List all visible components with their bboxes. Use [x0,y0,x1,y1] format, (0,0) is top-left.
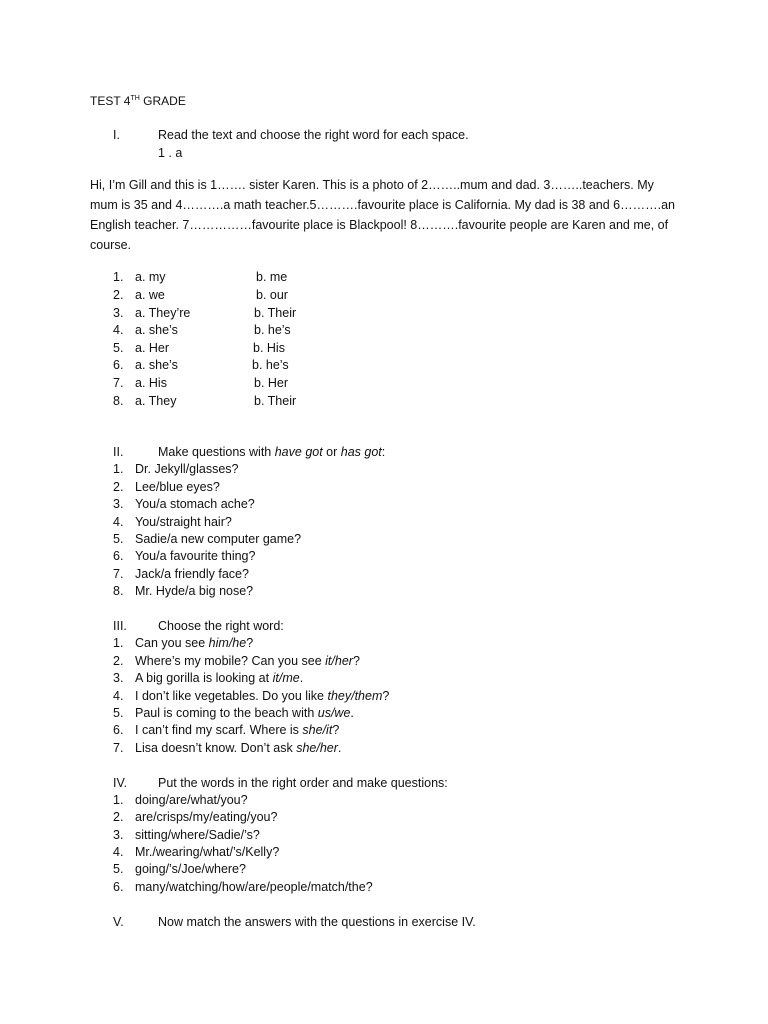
option-a: a. we [135,288,165,302]
item-punct: . [350,706,354,720]
section-3-instruction: Choose the right word: [158,619,284,633]
section-3-number: III. [113,619,127,633]
list-item: You/straight hair? [135,515,232,529]
section-5-instruction: Now match the answers with the questions in exercise IV. [158,915,476,929]
list-item: many/watching/how/are/people/match/the? [135,880,373,894]
item-text: Where’s my mobile? Can you see [135,654,326,668]
list-item: Mr./wearing/what/’s/Kelly? [135,845,280,859]
item-number: 4. [113,845,124,859]
option-a: a. Her [135,341,170,355]
item-number: 4. [113,515,124,529]
item-number: 5. [113,706,124,720]
option-a: a. His [135,376,167,390]
item-text: A big gorilla is looking at [135,671,273,685]
item-number: 1. [113,793,124,807]
option-b: b. His [253,341,285,355]
item-choice: him/he [208,636,247,650]
option-a: a. my [135,270,166,284]
item-punct: ? [352,654,360,668]
option-b: b. Their [254,306,297,320]
item-punct: . [299,671,304,685]
item-number: 1. [113,462,124,476]
option-a: a. They [135,394,177,408]
item-punct: . [337,741,342,755]
list-item: going/’s/Joe/where? [135,862,246,876]
option-a: a. she’s [135,358,178,372]
list-item [135,722,339,740]
item-punct: ? [332,723,340,737]
item-number: 5. [113,532,124,546]
option-number: 8. [113,394,124,408]
item-number: 3. [113,671,124,685]
item-number: 8. [113,584,124,598]
option-number: 2. [113,288,124,302]
item-number: 6. [113,723,124,737]
instruction-text: Make questions with [158,445,275,459]
section-5-number: V. [113,915,124,929]
option-b: b. he’s [254,323,291,337]
list-item: sitting/where/Sadie/’s? [135,828,260,842]
list-item [135,705,354,723]
list-item: Dr. Jekyll/glasses? [135,462,239,476]
option-b: b. me [256,270,288,284]
instruction-text: : [381,445,386,459]
list-item [135,688,389,706]
list-item: Lee/blue eyes? [135,480,220,494]
section-1-paragraph: Hi, I’m Gill and this is 1……. sister Karen. This is a photo of 2……..mum and dad. 3……..teachers. My mum is 35 and 4……….a math teacher.5……….favourite place is California. My dad is 38 and 6……….an English teacher. 7……………favourite place is Blackpool! 8……….favourite people are Karen and me, of course. [90,178,675,252]
item-choice: she/her [296,741,338,755]
option-b: b. Her [254,376,289,390]
item-number: 3. [113,497,124,511]
option-number: 1. [113,270,124,284]
test-title [90,93,186,111]
item-choice: they/them [327,689,383,703]
option-a: a. she’s [135,323,178,337]
item-text: I can’t find my scarf. Where is [135,723,303,737]
title-text: TEST 4 [90,94,131,108]
option-b: b. he’s [252,358,289,372]
list-item [135,635,253,653]
item-number: 6. [113,549,124,563]
item-number: 2. [113,810,124,824]
option-b: b. our [256,288,288,302]
list-item: You/a favourite thing? [135,549,256,563]
item-choice: she/it [302,723,333,737]
list-item: Sadie/a new computer game? [135,532,302,546]
option-number: 7. [113,376,124,390]
item-text: Paul is coming to the beach with [135,706,318,720]
section-1-example: 1 . a [158,146,183,160]
option-b: b. Their [254,394,297,408]
item-choice: it/her [325,654,353,668]
list-item [135,670,303,688]
list-item [135,653,360,671]
item-punct: ? [246,636,254,650]
item-text: Lisa doesn’t know. Don’t ask [135,741,297,755]
item-text: I don’t like vegetables. Do you like [135,689,328,703]
item-number: 5. [113,862,124,876]
item-choice: us/we [317,706,351,720]
item-number: 2. [113,654,124,668]
instruction-emphasis: have got [274,445,323,459]
list-item: doing/are/what/you? [135,793,248,807]
section-4-instruction: Put the words in the right order and make questions: [158,776,448,790]
option-number: 4. [113,323,124,337]
section-1-instruction: Read the text and choose the right word for each space. [158,128,469,142]
section-1-number: I. [113,128,120,142]
instruction-text: or [322,445,341,459]
list-item: You/a stomach ache? [135,497,255,511]
option-number: 5. [113,341,124,355]
item-punct: ? [382,689,390,703]
instruction-emphasis: has got [340,445,382,459]
item-number: 4. [113,689,124,703]
section-2-number: II. [113,445,124,459]
item-choice: it/me [272,671,300,685]
item-number: 1. [113,636,124,650]
item-number: 6. [113,880,124,894]
section-4-number: IV. [113,776,128,790]
list-item: Jack/a friendly face? [135,567,249,581]
title-superscript: TH [130,95,140,102]
title-rest: GRADE [139,94,186,108]
option-number: 6. [113,358,124,372]
item-number: 3. [113,828,124,842]
list-item: are/crisps/my/eating/you? [135,810,278,824]
option-number: 3. [113,306,124,320]
item-number: 7. [113,567,124,581]
list-item [135,740,341,758]
section-2-instruction [158,444,385,462]
item-text: Can you see [135,636,209,650]
option-a: a. They’re [135,306,191,320]
item-number: 2. [113,480,124,494]
item-number: 7. [113,741,124,755]
list-item: Mr. Hyde/a big nose? [135,584,254,598]
